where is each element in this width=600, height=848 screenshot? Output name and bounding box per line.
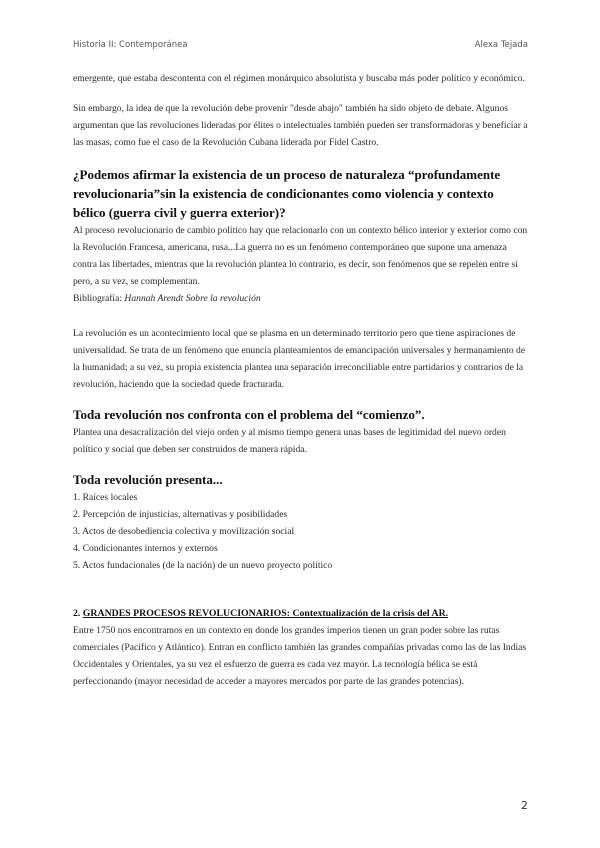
list-item: 4. Condicionantes internos y externos [73, 543, 218, 554]
presenta-heading: Toda revolución presenta... [73, 472, 223, 487]
page-number: 2 [521, 799, 528, 812]
section-2-number: 2. [73, 608, 83, 619]
section-2-body: Entre 1750 nos encontramos en un contexto en donde los grandes imperios tienen un gran poder sobre las rutas comerciales (Pacífico y Atlántico). Entran en conflicto también las grandes compañías privadas como las de las Indias Occidentales y Orientales, ya su vez el esfuerzo de guerra es cada vez mayor. La tecnología bélica se está perfeccionando (mayor necesidad de acceder a mayores mercados por parte de las grandes potencias). [73, 625, 527, 687]
paragraph-emergente: emergente, que estaba descontenta con el régimen monárquico absolutista y buscaba más poder político y económico. [73, 73, 525, 84]
section-2-title: GRANDES PROCESOS REVOLUCIONARIOS: Contextualización de la crisis del AR. [82, 608, 449, 619]
question-heading: ¿Podemos afirmar la existencia de un proceso de naturaleza “profundamente revolucionaria”sin la existencia de condicionantes como violencia y contexto bélico (guerra civil y guerra exterior)? [73, 167, 501, 220]
bibliography-line [73, 290, 528, 307]
page-content [73, 70, 528, 690]
bibliography-label: Bibliografía: [73, 293, 125, 304]
list-item: 3. Actos de desobediencia colectiva y movilización social [73, 526, 295, 537]
section-2-heading [73, 605, 528, 622]
comienzo-heading: Toda revolución nos confronta con el problema del “comienzo”. [73, 407, 425, 422]
paragraph-acontecimiento-local: La revolución es un acontecimiento local que se plasma en un determinado territorio pero que tiene aspiraciones de universalidad. Se trata de un fenómeno que enuncia planteamientos de emancipación universales y hermanamiento de la humanidad; a su vez, su propia existencia plantea una separación irreconciliable entre partidarios y contrarios de la revolución, haciendo que la sociedad quede fracturada. [73, 328, 526, 390]
header-course-title: Historia II: Contemporánea [73, 40, 188, 50]
list-item: 5. Actos fundacionales (de la nación) de un nuevo proyecto político [73, 560, 333, 571]
comienzo-body: Plantea una desacralización del viejo orden y al mismo tiempo genera unas bases de legitimidad del nuevo orden político y social que deben ser construidos de manera rápida. [73, 427, 506, 455]
bibliography-title: Hannah Arendt Sobre la revolución [124, 293, 261, 304]
presenta-list [73, 489, 528, 574]
header-author: Alexa Tejada [474, 40, 528, 50]
paragraph-desde-abajo: Sin embargo, la idea de que la revolución debe provenir "desde abajo" también ha sido objeto de debate. Algunos argumentan que las revoluciones lideradas por élites o intelectuales también pueden ser transformadoras y beneficiar a las masas, como fue el caso de la Revolución Cubana liderada por Fidel Castro. [73, 103, 528, 148]
question-body: Al proceso revolucionario de cambio político hay que relacionarlo con un contexto bélico interior y exterior como con la Revolución Francesa, americana, rusa...La guerra no es un fenómeno contemporáneo que supone una amenaza contra las libertades, mientras que la revolución plantea lo contrario, es decir, son fenómenos que se repelen entre sí pero, a su vez, se complementan. [73, 225, 528, 287]
list-item: 1. Raíces locales [73, 492, 138, 503]
list-item: 2. Percepción de injusticias, alternativas y posibilidades [73, 509, 288, 520]
